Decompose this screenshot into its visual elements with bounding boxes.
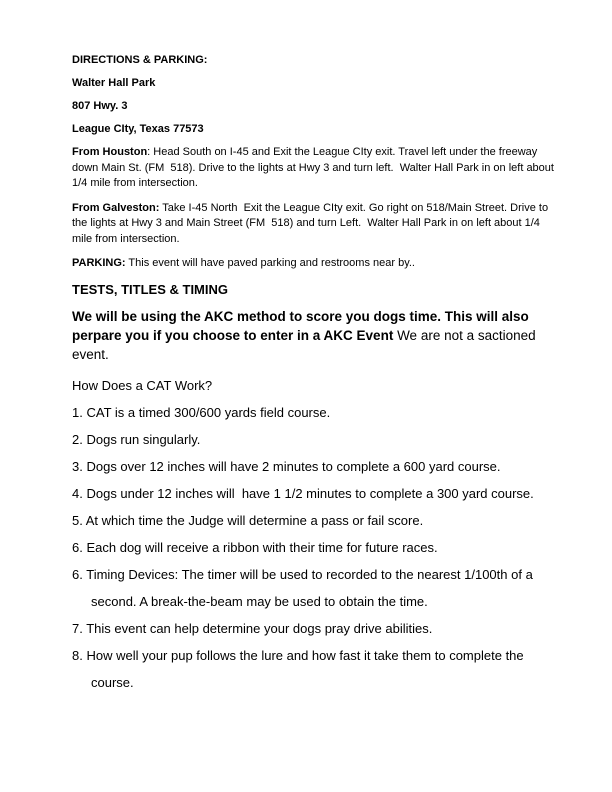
venue-city-state-zip: League CIty, Texas 77573 — [72, 123, 204, 135]
tests-titles-timing-heading: TESTS, TITLES & TIMING — [72, 281, 228, 297]
parking-text: This event will have paved parking and restrooms near by.. — [125, 257, 415, 269]
document-content — [72, 53, 561, 696]
parking-paragraph — [72, 256, 561, 272]
list-item — [72, 534, 561, 561]
from-galveston-label: From Galveston: — [72, 201, 160, 214]
list-item-number: 7. — [72, 621, 83, 637]
list-item-number: 6. — [72, 540, 83, 556]
list-item-number: 3. — [72, 459, 83, 475]
list-item — [72, 426, 561, 453]
cat-work-question: How Does a CAT Work? — [72, 378, 213, 394]
list-item-number: 8. — [72, 648, 83, 664]
list-item — [72, 507, 561, 534]
list-item-number: 1. — [72, 405, 83, 421]
list-item-number: 5. — [72, 513, 83, 529]
list-item — [72, 642, 561, 696]
directions-parking-heading: DIRECTIONS & PARKING: — [72, 54, 208, 66]
from-galveston-text: Take I-45 North Exit the League CIty exit. Go right on 518/Main Street. Drive to the lights at Hwy 3 and Main Street (FM 518) and turn Left. Walter Hall Park in on left about 1/4 mile from intersection. — [72, 201, 552, 245]
list-item — [72, 615, 561, 642]
list-item-number: 2. — [72, 432, 83, 448]
list-item-text: This event can help determine your dogs pray drive abilities. — [86, 621, 433, 637]
akc-method-paragraph — [72, 307, 561, 365]
list-item-text: CAT is a timed 300/600 yards field course. — [86, 405, 331, 421]
from-houston-paragraph — [72, 145, 561, 192]
venue-name: Walter Hall Park — [72, 77, 156, 89]
list-item-text: Dogs over 12 inches will have 2 minutes to complete a 600 yard course. — [86, 459, 501, 475]
list-item-text: Each dog will receive a ribbon with their time for future races. — [86, 540, 438, 556]
list-item — [72, 480, 561, 507]
akc-method-bold-text: We will be using the AKC method to score you dogs time. This will also perpare you if you choose to enter in a AKC Event — [72, 308, 533, 343]
list-item-text: Timing Devices: The timer will be used to recorded to the nearest 1/100th of a second. A break-the-beam may be used to obtain the time. — [86, 567, 537, 610]
list-item-text: At which time the Judge will determine a pass or fail score. — [85, 513, 424, 529]
list-item-text: How well your pup follows the lure and how fast it take them to complete the course. — [86, 648, 528, 691]
cat-work-list — [72, 372, 561, 696]
list-item — [72, 561, 561, 615]
list-item-text: Dogs run singularly. — [86, 432, 201, 448]
from-houston-text: : Head South on I-45 and Exit the League CIty exit. Travel left under the freeway down Main St. (FM 518). Drive to the lights at Hwy 3 and turn left. Walter Hall Park in on left about 1/4 mile from intersection. — [72, 146, 558, 189]
akc-method-regular-text: We are not a sactioned event. — [72, 327, 540, 363]
list-item-number: 6. — [72, 567, 83, 583]
from-galveston-paragraph — [72, 201, 561, 248]
parking-label: PARKING: — [72, 257, 126, 269]
venue-street: 807 Hwy. 3 — [72, 100, 128, 112]
list-item-number: 4. — [72, 486, 83, 502]
from-houston-label: From Houston — [72, 146, 148, 158]
list-item — [72, 453, 561, 480]
list-item-text: Dogs under 12 inches will have 1 1/2 minutes to complete a 300 yard course. — [86, 486, 534, 502]
list-item — [72, 399, 561, 426]
